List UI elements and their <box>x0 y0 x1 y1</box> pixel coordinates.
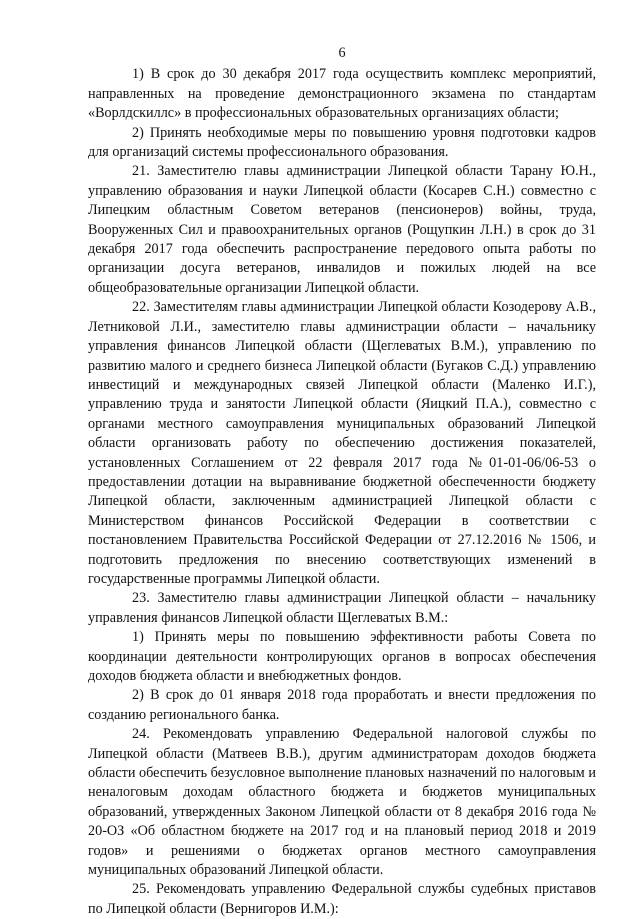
page-number: 6 <box>338 45 346 61</box>
paragraph-22: 22. Заместителям главы администрации Липецкой области Козодерову А.В., Летниковой Л.И., заместителю главы администрации области – начальнику управления финансов Липецкой области (Щеглеватых В.М.), управлению по развитию малого и среднего бизнеса Липецкой области (Бугаков С.Д.) управлению инвестиций и международных связей Липецкой области (Маленко И.Г.), управлению труда и занятости Липецкой области (Яицкий П.А.), совместно с органами местного самоуправления муниципальных образований Липецкой области организовать работу по обеспечению достижения показателей, установленных Соглашением от 22 февраля 2017 года №01-01-06/06-53 о предоставлении дотации на выравнивание бюджетной обеспеченности бюджету Липецкой области, заключенным администрацией Липецкой области с Министерством финансов Российской Федерации в соответствии с постановлением Правительства Российской Федерации от 27.12.2016 № 1506, и подготовить предложения по внесению соответствующих изменений в государственные программы Липецкой области. <box>88 299 596 587</box>
paragraph-20-1: 1) В срок до 30 декабря 2017 года осуществить комплекс мероприятий, направленных на проведение демонстрационного экзамена по стандартам «Ворлдскиллс» в профессиональных образовательных организациях области; <box>88 66 596 122</box>
paragraph-20-2: 2) Принять необходимые меры по повышению уровня подготовки кадров для организаций системы профессионального образования. <box>88 124 596 161</box>
paragraph-25: 25. Рекомендовать управлению Федеральной службы судебных приставов по Липецкой области (Вернигоров И.М.): <box>88 881 596 917</box>
paragraph-21: 21. Заместителю главы администрации Липецкой области Тарану Ю.Н., управлению образования и науки Липецкой области (Косарев С.Н.) совместно с Липецким областным Советом ветеранов (пенсионеров) войны, труда, Вооруженных Сил и правоохранительных органов (Рощупкин Л.Н.) в срок до 31 декабря 2017 года обеспечить распространение передового опыта работы по организации досуга ветеранов, инвалидов и пожилых людей на все общеобразовательные организации Липецкой области. <box>88 163 596 296</box>
paragraph-24: 24. Рекомендовать управлению Федеральной налоговой службы по Липецкой области (Матвеев В.В.), другим администраторам доходов бюджета области обеспечить безусловное выполнение плановых назначений по налоговым и неналоговым доходам областного бюджета и бюджетов муниципальных образований, утвержденных Законом Липецкой области от 8 декабря 2016 года № 20-ОЗ «Об областном бюджете на 2017 год и на плановый период 2018 и 2019 годов» и решениями о бюджетах органов местного самоуправления муниципальных образований Липецкой области. <box>88 726 596 879</box>
paragraph-23-2: 2) В срок до 01 января 2018 года проработать и внести предложения по созданию регионального банка. <box>88 687 596 723</box>
paragraph-23-1: 1) Принять меры по повышению эффективности работы Совета по координации деятельности контролирующих органов в вопросах обеспечения доходов бюджета области и внебюджетных фондов. <box>88 629 596 684</box>
paragraph-23: 23. Заместителю главы администрации Липецкой области – начальнику управления финансов Липецкой области Щеглеватых В.М.: <box>88 590 596 626</box>
